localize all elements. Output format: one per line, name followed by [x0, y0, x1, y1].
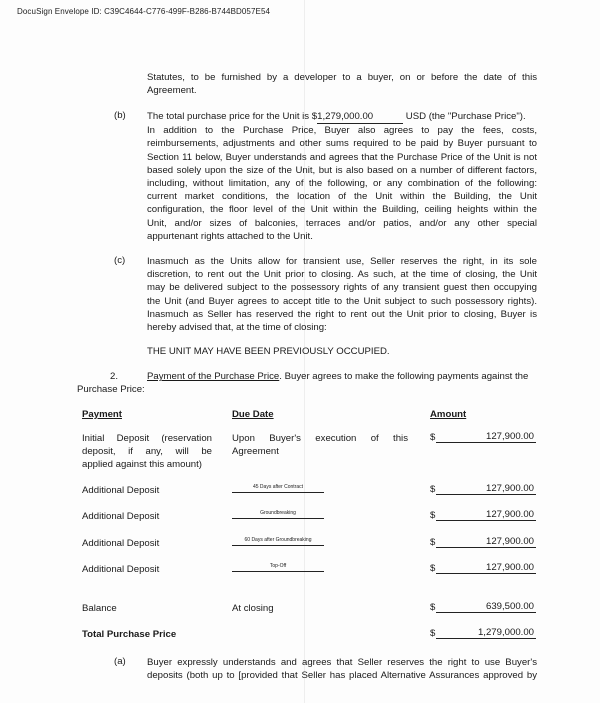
- header-amount: Amount: [430, 409, 467, 420]
- para-c-line: hereby advised that, at the time of closing:: [147, 322, 327, 334]
- section-number: 2.: [110, 371, 119, 382]
- para-a: [147, 656, 537, 682]
- header-payment: Payment: [82, 409, 122, 420]
- envelope-id: DocuSign Envelope ID: C39C4644-C776-499F-B286-B744BD057E54: [17, 7, 271, 16]
- deposit-2-due: Groundbreaking: [232, 510, 324, 519]
- deposit-4-currency: $: [430, 563, 436, 574]
- para-b-line: In addition to the Purchase Price, Buyer also agrees to pay the fees, costs,: [147, 125, 537, 137]
- para-c-line: the Unit (and Buyer agrees to accept title to the Unit subject to such possessory rights).: [147, 295, 537, 307]
- para-b-line: based solely upon the size of the Unit, but is also based on a number of different factors,: [147, 164, 537, 176]
- deposit-2-currency: $: [430, 510, 436, 521]
- initial-due: [232, 432, 408, 458]
- deposit-4-label: Additional Deposit: [82, 564, 160, 575]
- para-b-line: current market conditions, the location of the Unit within the Building, the Unit: [147, 191, 537, 203]
- total-label: Total Purchase Price: [82, 629, 177, 640]
- intro-line: Agreement.: [147, 85, 197, 97]
- intro-paragraph: [147, 71, 537, 97]
- intro-line: Statutes, to be furnished by a developer to a buyer, on or before the date of this: [147, 72, 537, 83]
- section2-heading: Payment of the Purchase Price: [147, 371, 280, 382]
- initial-label-line: Initial Deposit (reservation: [82, 433, 212, 444]
- para-c-line: Inasmuch as Seller has reserved the right to rent out the Unit prior to closing, Buyer is: [147, 308, 537, 320]
- deposit-3-currency: $: [430, 537, 436, 548]
- initial-deposit-label: [82, 432, 212, 472]
- deposit-4-due: Top-Off: [232, 563, 324, 572]
- deposit-4-amount: 127,900.00: [436, 562, 536, 574]
- para-a-marker: (a): [114, 656, 126, 667]
- para-c-marker: (c): [114, 255, 126, 266]
- deposit-1-amount: 127,900.00: [436, 483, 536, 495]
- para-c-line: Inasmuch as the Units allow for transient use, Seller reserves the right, in its sole: [147, 256, 537, 267]
- initial-currency: $: [430, 432, 436, 443]
- para-b-line: reimbursements, adjustments and other sums required to be paid by Buyer pursuant to: [147, 138, 537, 150]
- section-side-label: Purchase Price:: [77, 384, 145, 395]
- total-amount: 1,279,000.00: [436, 627, 536, 639]
- para-c-line: discretion, to rent out the Unit prior to closing. As such, at the time of closing, the Unit: [147, 269, 537, 281]
- deposit-3-amount: 127,900.00: [436, 536, 536, 548]
- header-due-date: Due Date: [232, 409, 274, 420]
- initial-due-line: Upon Buyer's execution of this: [232, 433, 408, 444]
- price-prefix: The total purchase price for the Unit is $: [147, 111, 318, 122]
- initial-label-line: deposit, if any, will be: [82, 446, 212, 458]
- para-c: [147, 255, 537, 334]
- para-a-line: Buyer expressly understands and agrees that Seller reserves the right to use Buyer's: [147, 657, 537, 668]
- deposit-1-currency: $: [430, 484, 436, 495]
- initial-due-line: Agreement: [232, 446, 279, 458]
- balance-amount: 639,500.00: [436, 601, 536, 613]
- balance-label: Balance: [82, 603, 117, 614]
- deposit-3-due: 60 Days after Groundbreaking: [232, 537, 324, 546]
- section2-sentence: [147, 371, 528, 382]
- deposit-2-amount: 127,900.00: [436, 509, 536, 521]
- para-b-line: appurtenant rights attached to the Unit.: [147, 230, 313, 242]
- para-b-line: configuration, the floor level of the Unit within the Building, ceiling heights within the: [147, 204, 537, 216]
- price-blank: 1,279,000.00: [317, 110, 403, 124]
- initial-amount: 127,900.00: [436, 431, 536, 443]
- para-b: [147, 110, 537, 243]
- deposit-2-label: Additional Deposit: [82, 511, 160, 522]
- balance-due: At closing: [232, 603, 274, 614]
- occupancy-notice: THE UNIT MAY HAVE BEEN PREVIOUSLY OCCUPIED.: [147, 346, 390, 357]
- deposit-1-due: 45 Days after Contract: [232, 484, 324, 493]
- deposit-1-label: Additional Deposit: [82, 485, 160, 496]
- total-currency: $: [430, 628, 436, 639]
- para-c-line: may be delivered subject to the possessory rights of any transient guest then occupying: [147, 282, 537, 294]
- para-b-first-line: [147, 110, 537, 124]
- deposit-3-label: Additional Deposit: [82, 538, 160, 549]
- balance-currency: $: [430, 602, 436, 613]
- section2-text: . Buyer agrees to make the following payments against the: [279, 371, 529, 382]
- para-b-line: including, without limitation, any of the following, or any combination of the following:: [147, 178, 537, 190]
- para-b-line: Section 11 below, Buyer understands and agrees that the Purchase Price of the Unit is not: [147, 151, 537, 163]
- para-b-marker: (b): [114, 110, 126, 121]
- para-b-line: Unit, and/or sizes of balconies, terraces and/or patios, and/or any other special: [147, 217, 537, 229]
- para-a-line: deposits (both up to [provided that Seller has placed Alternative Assurances approved by: [147, 670, 537, 682]
- initial-label-line: applied against this amount): [82, 459, 202, 471]
- price-suffix: USD (the "Purchase Price").: [405, 111, 526, 122]
